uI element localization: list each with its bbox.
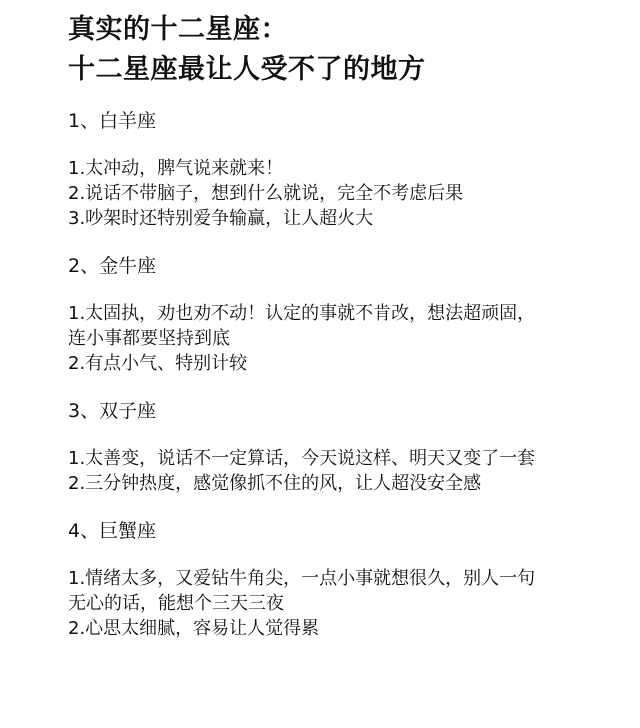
article-title [68,10,604,90]
item-text-continued: 连小事都要坚持到底 [68,328,230,349]
list-item [68,156,604,181]
title-line-2: 十二星座最让人受不了的地方 [68,54,426,85]
section-taurus [68,253,604,376]
list-item [68,206,604,231]
list-item [68,181,604,206]
list-item [68,566,604,616]
section-cancer [68,518,604,641]
item-text: 1.情绪太多，又爱钻牛角尖，一点小事就想很久，别人一句 [68,568,536,589]
item-text: 1.太冲动，脾气说来就来！ [68,158,284,179]
section-heading: 3、双子座 [68,400,157,422]
list-item [68,351,604,376]
item-text: 2.有点小气、特别计较 [68,353,248,374]
section-aries [68,108,604,231]
item-text-continued: 无心的话，能想个三天三夜 [68,593,284,614]
zodiac-sections [68,108,604,641]
list-item [68,616,604,641]
list-item [68,471,604,496]
section-heading: 1、白羊座 [68,110,157,132]
section-heading: 4、巨蟹座 [68,520,157,542]
item-text: 1.太固执，劝也劝不动！认定的事就不肯改，想法超顽固， [68,303,536,324]
item-text: 1.太善变，说话不一定算话，今天说这样、明天又变了一套 [68,448,536,469]
list-item [68,446,604,471]
section-heading: 2、金牛座 [68,255,157,277]
list-item [68,301,604,351]
item-text: 3.吵架时还特别爱争输赢，让人超火大 [68,208,374,229]
item-text: 2.心思太细腻，容易让人觉得累 [68,618,320,639]
section-gemini [68,398,604,496]
title-line-1: 真实的十二星座： [68,14,288,45]
item-text: 2.三分钟热度，感觉像抓不住的风，让人超没安全感 [68,473,482,494]
item-text: 2.说话不带脑子，想到什么就说，完全不考虑后果 [68,183,464,204]
